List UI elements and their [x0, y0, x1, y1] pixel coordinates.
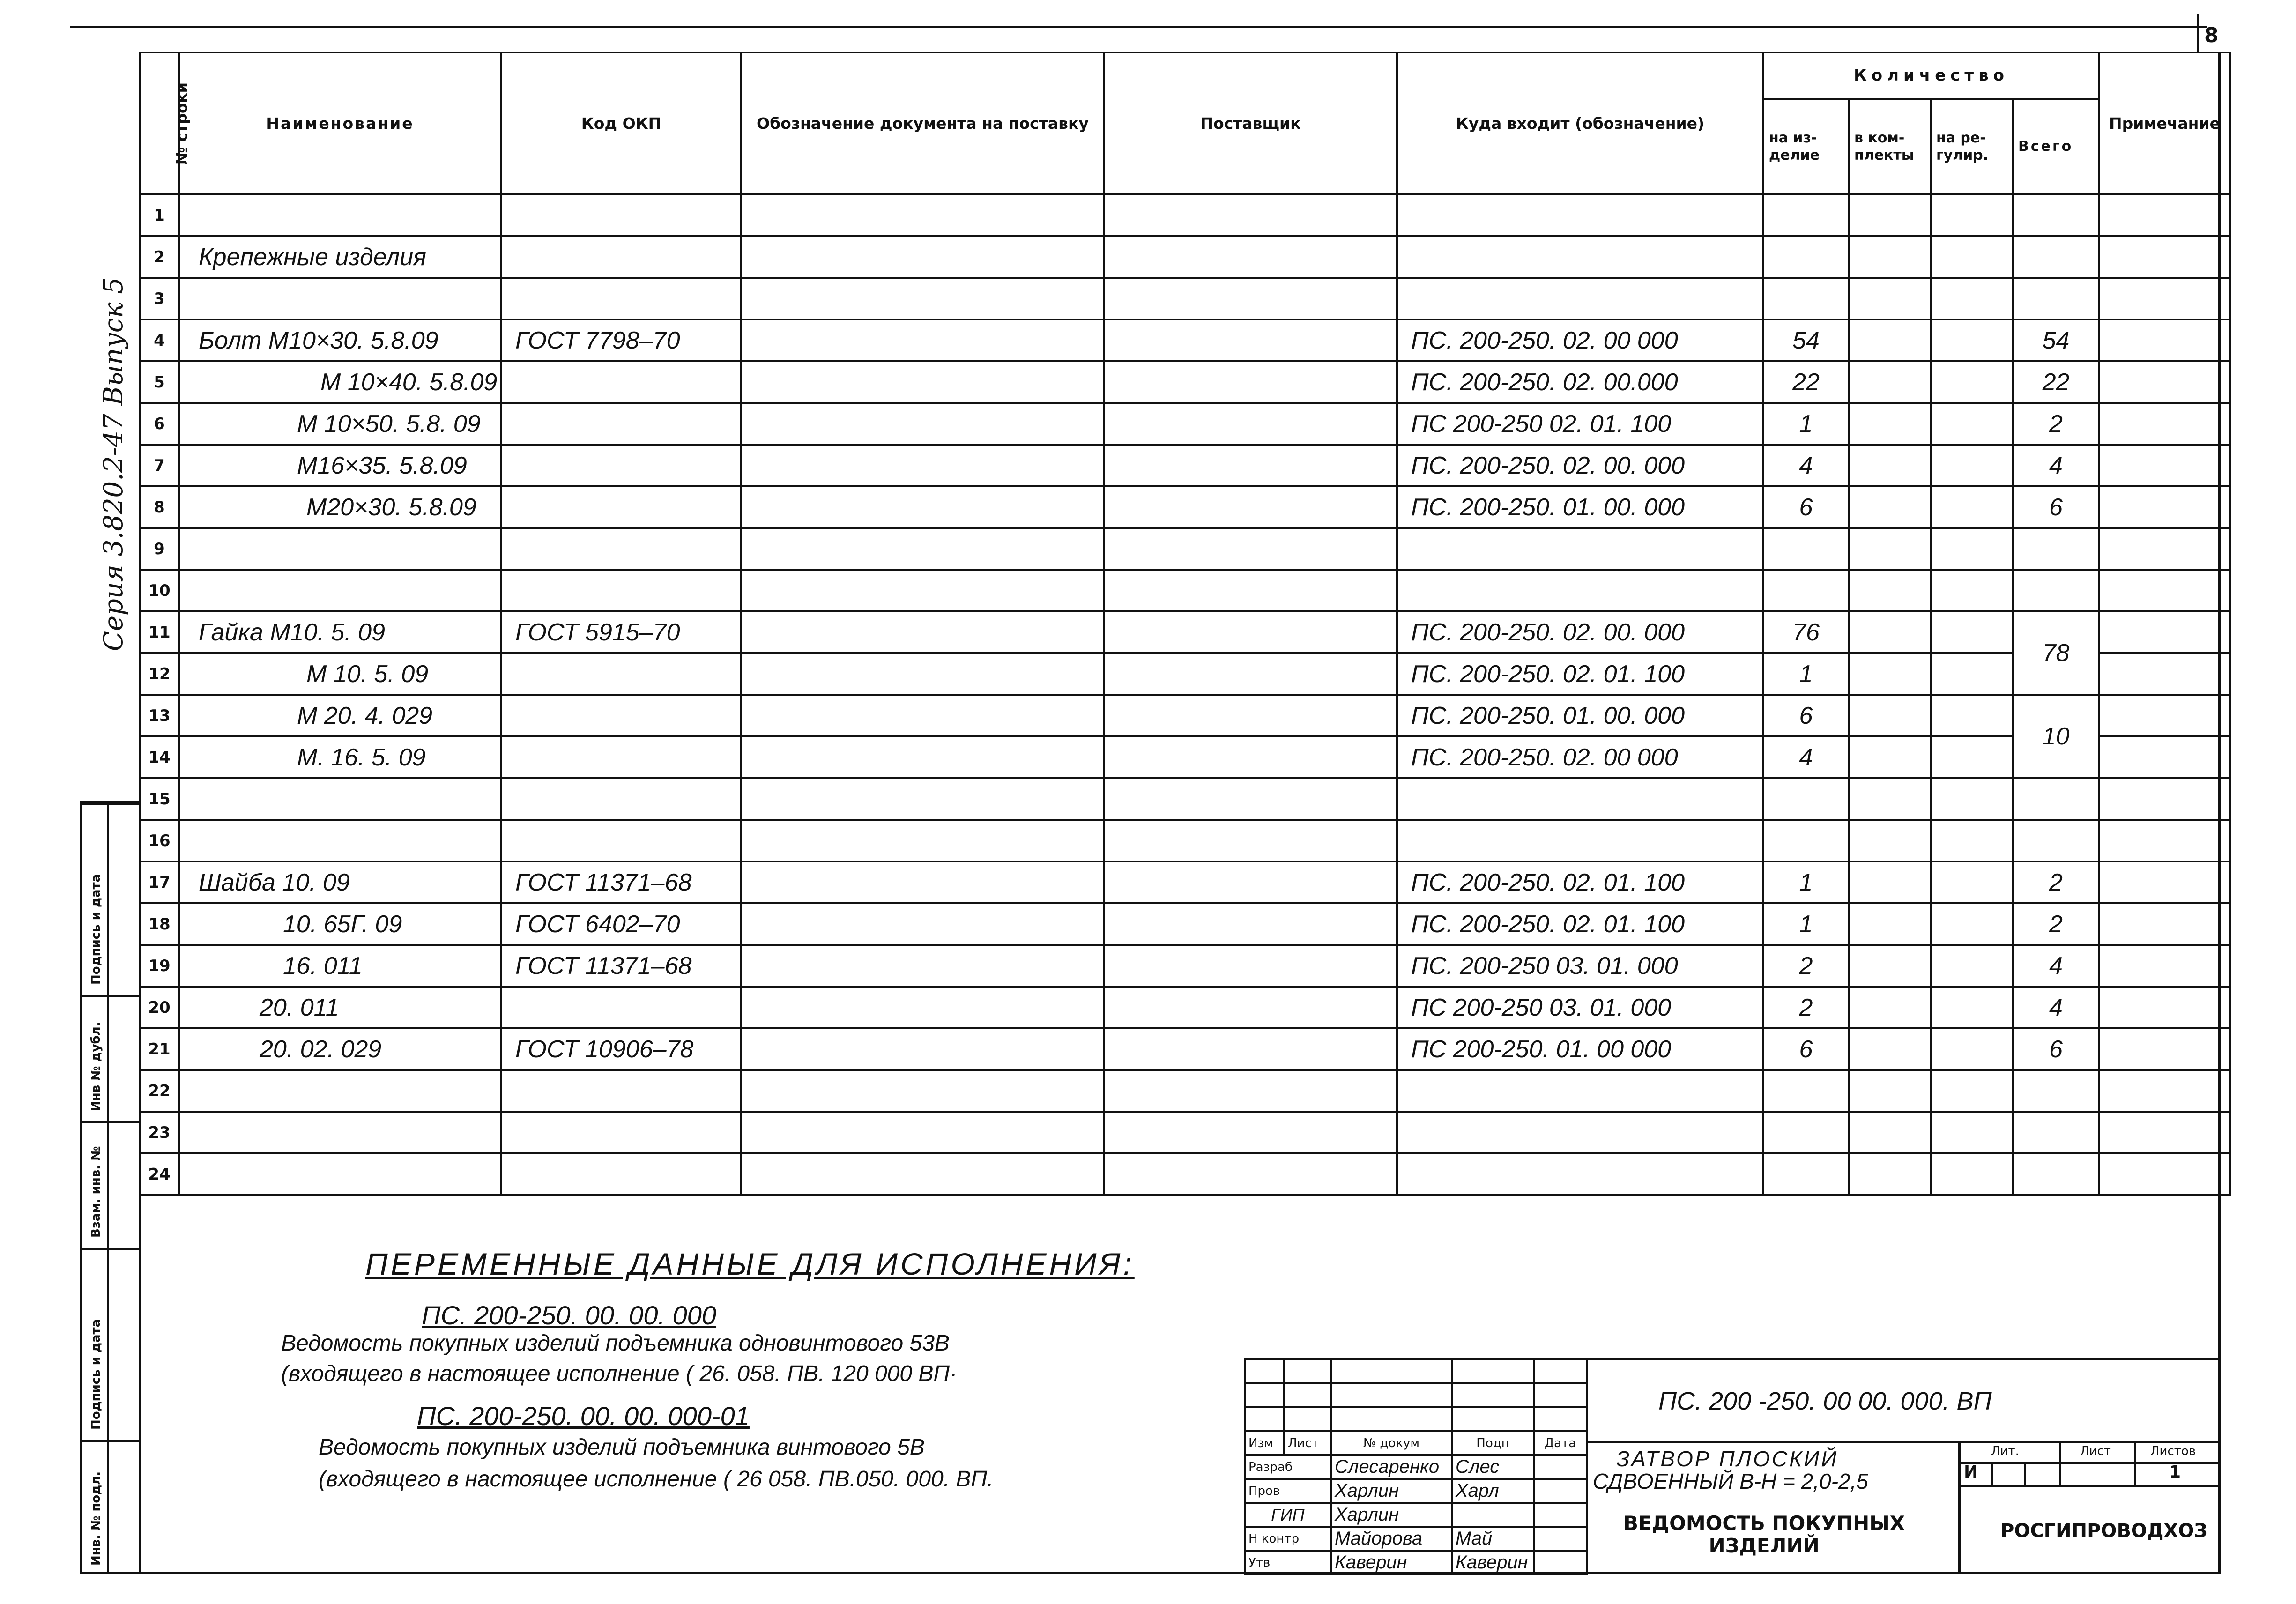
drawing-title: ЗАТВОР ПЛОСКИЙ СДВОЕННЫЙ В-Н = 2,0-2,5 — [1593, 1447, 1868, 1494]
lit-row-line-2 — [1958, 1485, 2220, 1487]
tb-col-date: Дата — [1534, 1431, 1587, 1455]
sheets-value: 1 — [2169, 1463, 2181, 1482]
lit-value: И — [1964, 1463, 1978, 1482]
variant-2-code: ПС. 200-250. 00. 00. 000-01 — [417, 1401, 750, 1431]
table-row: 20 20. 011 ПС 200-250 03. 01. 000 2 4 — [140, 987, 2230, 1028]
table-row: 21 20. 02. 029 ГОСТ 10906–78 ПС 200-250. 01. 00 000 6 6 — [140, 1028, 2230, 1070]
tb-role-row: ГИП Харлин — [1245, 1503, 1587, 1527]
col-qty-per-item: на из-делие — [1763, 99, 1849, 194]
sheet-label: Лист — [2080, 1444, 2111, 1458]
variant-1-line2: (входящего в настоящее исполнение ( 26. 058. ПВ. 120 000 ВП· — [281, 1361, 958, 1386]
table-row: 13 М 20. 4. 029 ПС. 200-250. 01. 00. 000 6 10 — [140, 695, 2230, 736]
table-row: 8 М20×30. 5.8.09 ПС. 200-250. 01. 00. 000 6 6 — [140, 486, 2230, 528]
table-row: 3 — [140, 278, 2230, 319]
table-row: 16 — [140, 820, 2230, 861]
col-row-no: № строки — [140, 52, 179, 194]
bottom-frame-line — [80, 1572, 2220, 1574]
table-row: 5 М 10×40. 5.8.09 ПС. 200-250. 02. 00.000 22 22 — [140, 361, 2230, 403]
sheets-label: Листов — [2150, 1444, 2196, 1458]
strip-cell: Инв. № подл. — [82, 1440, 141, 1576]
purchased-items-table — [139, 52, 2231, 1196]
table-row: 4 Болт М10×30. 5.8.09 ГОСТ 7798–70 ПС. 200-250. 02. 00 000 54 54 — [140, 319, 2230, 361]
col-note: Примечание — [2099, 52, 2230, 194]
lit-label: Лит. — [1991, 1444, 2019, 1458]
tb-col-sign: Подп — [1452, 1431, 1534, 1455]
table-row: 14 М. 16. 5. 09 ПС. 200-250. 02. 00 000 4 — [140, 736, 2230, 778]
nuts-total-a: 78 — [2013, 611, 2099, 695]
col-doc: Обозначение документа на поставку — [741, 52, 1104, 194]
left-binding-strip — [80, 801, 141, 1574]
col-okp: Код ОКП — [501, 52, 741, 194]
table-row: 9 — [140, 528, 2230, 570]
table-row: 23 — [140, 1112, 2230, 1153]
table-row: 11 Гайка М10. 5. 09 ГОСТ 5915–70 ПС. 200-250. 02. 00. 000 76 78 — [140, 611, 2230, 653]
strip-cell: Инв № дубл. — [82, 995, 141, 1121]
series-label: Серия 3.820.2-47 Выпуск 5 — [98, 277, 129, 651]
lit-sub-2 — [2024, 1462, 2026, 1485]
top-frame-line — [70, 26, 2207, 28]
table-row: 15 — [140, 778, 2230, 820]
col-qty-regulation: на ре-гулир. — [1931, 99, 2013, 194]
table-row: 10 — [140, 570, 2230, 611]
lit-sub-1 — [1991, 1462, 1993, 1485]
table-row: 12 М 10. 5. 09 ПС. 200-250. 02. 01. 100 1 — [140, 653, 2230, 695]
title-block-divider-2 — [1958, 1441, 1961, 1574]
table-row: 1 — [140, 194, 2230, 236]
strip-cell: Подпись и дата — [82, 1248, 141, 1440]
table-row: 18 10. 65Г. 09 ГОСТ 6402–70 ПС. 200-250. 02. 01. 100 1 2 — [140, 903, 2230, 945]
col-supplier: Поставщик — [1104, 52, 1397, 194]
table-row: 7 М16×35. 5.8.09 ПС. 200-250. 02. 00. 000 4 4 — [140, 445, 2230, 486]
sheet-title: ВЕДОМОСТЬ ПОКУПНЫХ ИЗДЕЛИЙ — [1623, 1512, 1905, 1558]
col-destination: Куда входит (обозначение) — [1397, 52, 1763, 194]
lit-col-line-2 — [2134, 1441, 2136, 1485]
table-row: 19 16. 011 ГОСТ 11371–68 ПС. 200-250 03. 01. 000 2 4 — [140, 945, 2230, 987]
variant-2-line2: (входящего в настоящее исполнение ( 26 058. ПВ.050. 000. ВП. — [319, 1467, 994, 1492]
variant-1-line1: Ведомость покупных изделий подъемника одновинтового 53В — [281, 1331, 950, 1356]
variant-2-line1: Ведомость покупных изделий подъемника винтового 5В — [319, 1435, 925, 1460]
tb-role-row: Разраб Слесаренко Слес — [1245, 1455, 1587, 1479]
strip-cell: Подпись и дата — [82, 803, 141, 995]
tb-role-row: Н контр Майорова Май — [1245, 1527, 1587, 1551]
title-block-signatures — [1244, 1359, 1588, 1575]
col-quantity: Количество — [1763, 52, 2099, 99]
tb-col-list: Лист — [1284, 1431, 1331, 1455]
table-row: 6 М 10×50. 5.8. 09 ПС 200-250 02. 01. 100 1 2 — [140, 403, 2230, 445]
tb-col-doc: № докум — [1331, 1431, 1452, 1455]
strip-cell: Взам. инв. № — [82, 1121, 141, 1248]
organization: РОСГИПРОВОДХОЗ — [2000, 1520, 2207, 1542]
table-row: 17 Шайба 10. 09 ГОСТ 11371–68 ПС. 200-250. 02. 01. 100 1 2 — [140, 861, 2230, 903]
nuts-total-b: 10 — [2013, 695, 2099, 778]
tb-role-row: Пров Харлин Харл — [1245, 1479, 1587, 1503]
tb-role-row: Утв Каверин Каверин — [1245, 1551, 1587, 1574]
lit-col-line-1 — [2059, 1441, 2061, 1485]
variant-1-code: ПС. 200-250. 00. 00. 000 — [422, 1300, 717, 1330]
col-qty-sets: в ком-плекты — [1849, 99, 1931, 194]
page-number: 8 — [2204, 23, 2219, 47]
tb-col-izm: Изм — [1245, 1431, 1284, 1455]
table-row: 24 — [140, 1153, 2230, 1195]
document-code: ПС. 200 -250. 00 00. 000. ВП — [1658, 1387, 1992, 1415]
table-row: 2 Крепежные изделия — [140, 236, 2230, 278]
variable-data-heading: ПЕРЕМЕННЫЕ ДАННЫЕ ДЛЯ ИСПОЛНЕНИЯ: — [365, 1247, 1135, 1281]
col-qty-total: Всего — [2013, 99, 2099, 194]
page-number-separator — [2197, 14, 2199, 52]
col-name: Наименование — [179, 52, 501, 194]
table-row: 22 — [140, 1070, 2230, 1112]
title-block-mid — [1586, 1441, 2220, 1443]
